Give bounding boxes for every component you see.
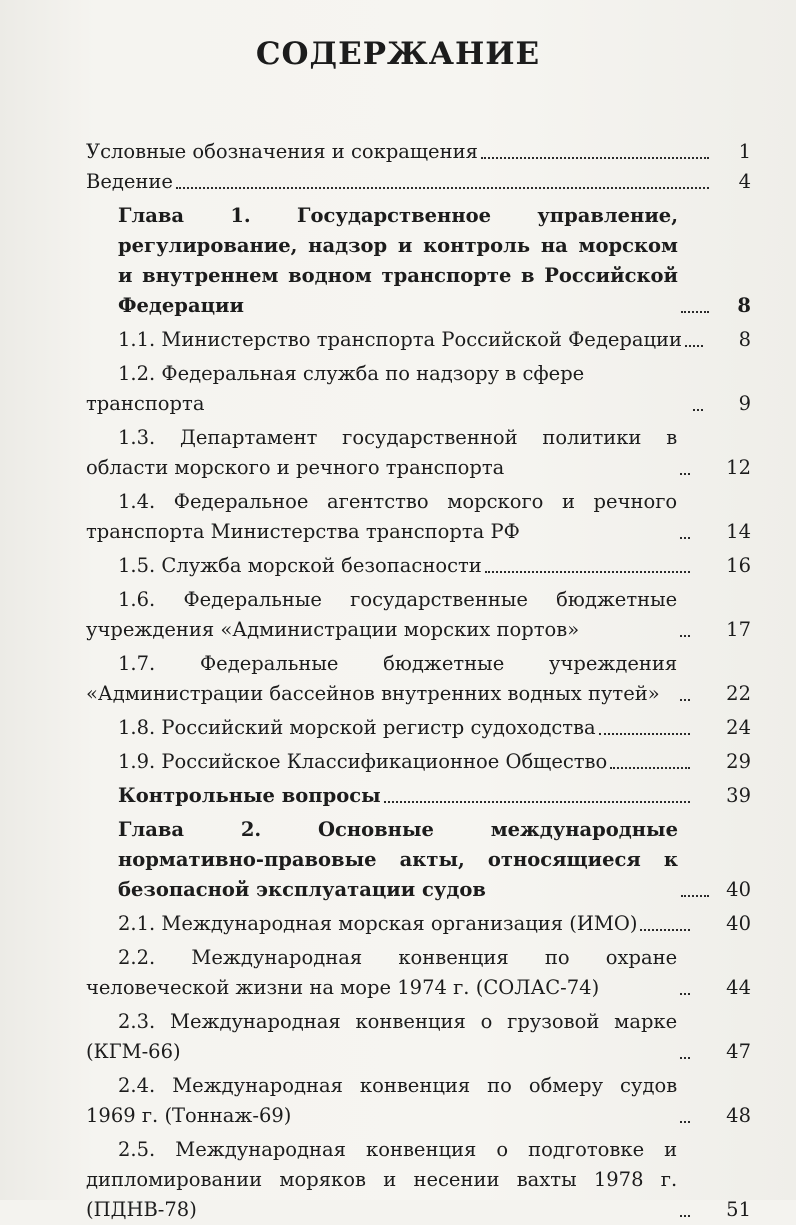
toc-entry-text: 1.3. Департамент государственной политики в области морского и речного транспорта [86,426,678,479]
dot-leader [680,1121,690,1123]
toc-entry-text: 1.9. Российское Классификационное Общество [118,750,608,773]
toc-chapter-entry [86,815,751,905]
toc-entry-text: 1.2. Федеральная служба по надзору в сфере транспорта [86,362,585,415]
toc-entry-text: 1.8. Российский морской регистр судоходства [118,716,596,739]
toc-entry-page: 44 [726,976,751,999]
dot-leader [680,699,690,701]
toc-entry-page: 40 [726,878,751,901]
toc-entry [86,487,751,547]
toc-entry-page: 48 [726,1104,751,1127]
dot-leader [680,473,690,475]
dot-leader [599,733,691,735]
dot-leader [681,311,709,313]
toc-entry [86,713,751,743]
toc-entry-page: 8 [738,328,751,351]
toc-entry [86,649,751,709]
dot-leader [485,571,690,573]
toc-entry-page: 9 [738,392,751,415]
toc-entry-text: Условные обозначения и сокращения [86,140,478,163]
toc-entry-text: 2.2. Международная конвенция по охране человеческой жизни на море 1974 г. (СОЛАС-74) [86,946,678,999]
toc-entry [86,1135,751,1225]
toc-entry [86,423,751,483]
toc-entry [86,325,751,355]
dot-leader [680,993,690,995]
toc-entry-page: 4 [738,170,751,193]
toc-entry-page: 17 [726,618,751,641]
dot-leader [176,187,709,189]
toc-entry [86,1007,751,1067]
dot-leader [680,1215,690,1217]
toc-entry-text: 2.4. Международная конвенция по обмеру судов 1969 г. (Тоннаж-69) [86,1074,678,1127]
toc-entry-page: 47 [726,1040,751,1063]
toc-entry-text: Глава 1. Государственное управление, регулирование, надзор и контроль на морском и внутреннем водном транспорте в Российской Федерации [118,204,678,317]
toc-chapter-entry [86,201,751,321]
toc-entry-page: 8 [737,294,751,317]
toc-entry [86,167,751,197]
toc-entry [86,909,751,939]
toc-entry [86,137,751,167]
toc-entry [86,943,751,1003]
dot-leader [640,929,690,931]
dot-leader [481,157,709,159]
toc-entry-page: 22 [726,682,751,705]
dot-leader [693,409,703,411]
toc-entry-page: 29 [726,750,751,773]
toc-entry-text: 1.1. Министерство транспорта Российской Федерации [118,328,683,351]
toc-entry-text: 1.7. Федеральные бюджетные учреждения «Администрации бассейнов внутренних водных путей» [86,652,678,705]
toc-entry-text: 1.5. Служба морской безопасности [118,554,482,577]
toc-entry-page: 1 [738,140,751,163]
dot-leader [680,537,690,539]
toc-entry-text: 1.4. Федеральное агентство морского и речного транспорта Министерства транспорта РФ [86,490,678,543]
dot-leader [685,345,703,347]
dot-leader [681,895,709,897]
toc-entry-text: Глава 2. Основные международные нормативно-правовые акты, относящиеся к безопасной эксплуатации судов [118,818,678,901]
table-of-contents [86,137,751,1225]
toc-entry-text: 2.5. Международная конвенция о подготовке и дипломировании моряков и несении вахты 1978 г. (ПДНВ-78) [86,1138,678,1221]
toc-entry-text: 2.3. Международная конвенция о грузовой марке (КГМ-66) [86,1010,678,1063]
toc-entry [86,551,751,581]
toc-entry [86,359,751,419]
page-title: СОДЕРЖАНИЕ [255,36,541,72]
dot-leader [680,635,690,637]
dot-leader [384,801,691,803]
toc-entry-page: 16 [726,554,751,577]
toc-entry-page: 39 [726,784,751,807]
dot-leader [680,1057,690,1059]
dot-leader [610,767,690,769]
toc-entry-page: 24 [726,716,751,739]
toc-entry-text: Контрольные вопросы [118,784,381,807]
toc-entry-page: 40 [726,912,751,935]
toc-entry [86,781,751,811]
toc-entry-text: 2.1. Международная морская организация (ИМО) [118,912,638,935]
toc-entry-page: 12 [726,456,751,479]
toc-entry [86,747,751,777]
toc-entry-text: Ведение [86,170,173,193]
toc-entry [86,1071,751,1131]
toc-entry-page: 51 [726,1198,751,1221]
toc-entry [86,585,751,645]
toc-entry-page: 14 [726,520,751,543]
toc-entry-text: 1.6. Федеральные государственные бюджетные учреждения «Администрации морских портов» [86,588,678,641]
